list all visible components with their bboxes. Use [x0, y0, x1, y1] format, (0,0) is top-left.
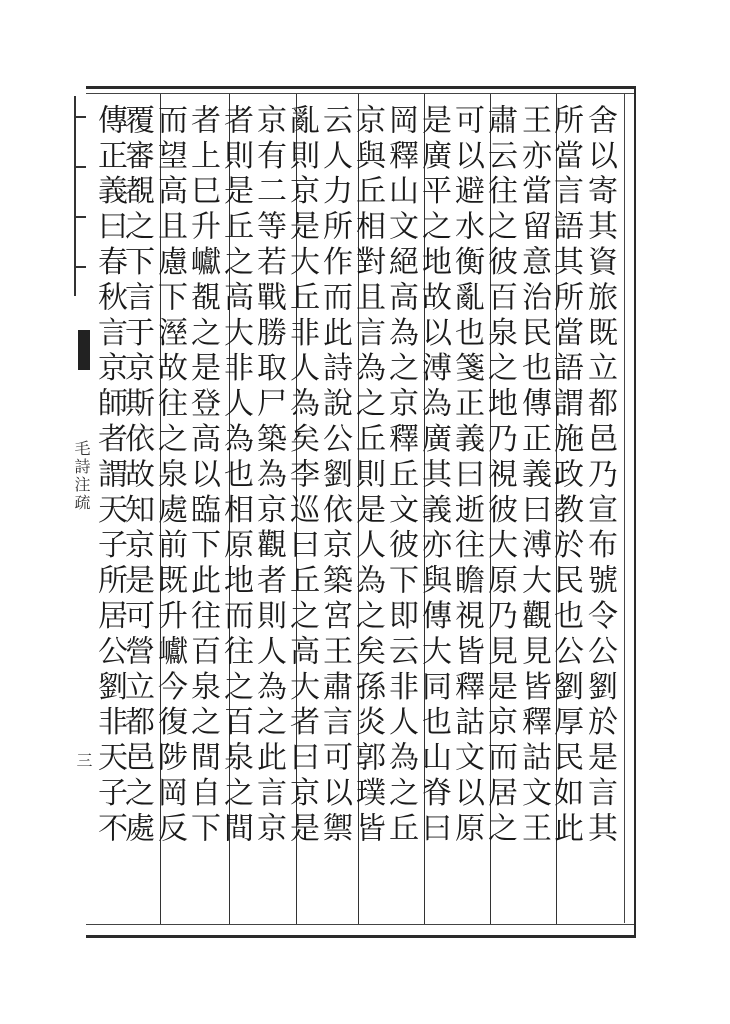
text-column: 而望高且慮下溼故往之泉處前既升巘今復陟岡反 [152, 104, 187, 848]
inner-bottom-rule [86, 924, 634, 925]
text-column: 云人力所作而此詩說公劉依京築宮王肅言可以禦 [317, 104, 352, 848]
text-column: 所當言語其所當語謂施政教於民也公劉厚民如此 [548, 104, 583, 848]
margin-book-title: 毛詩注疏 [72, 440, 91, 512]
margin-page-number: 三 [74, 752, 93, 768]
text-column: 肅云往之彼百泉之地乃視彼大原乃見是京而居之 [482, 104, 517, 848]
text-column: 京與丘相對且言為之丘則是人為之矣孫炎郭璞皆 [350, 104, 385, 848]
text-column: 可以避水衡亂也箋正義曰逝往瞻視皆釋詁文以原 [449, 104, 484, 848]
inner-top-rule [86, 93, 634, 94]
text-column: 亂則京是大丘非人為矣李巡曰丘之高大者曰京是 [284, 104, 319, 848]
text-column: 舍以寄其資旅既立都邑乃宣布號令公劉於是言其 [582, 104, 617, 848]
text-column: 京有二等若戰勝取尸築為京觀者則人為之此言京 [251, 104, 286, 848]
text-column: 傳正義曰春秋言京師者謂天子所居公劉非天子不 [92, 104, 127, 848]
text-column: 王亦當留意治民也傳正義曰溥大觀見皆釋詁文王 [516, 104, 551, 848]
outer-right-rule [624, 93, 625, 923]
text-column: 岡釋山文絕高為之京釋丘文彼下即云非人為之丘 [383, 104, 418, 848]
text-column: 者上巳升巘覩之是登高以臨下此往百泉之間自下 [185, 104, 220, 848]
text-column: 是廣平之地故以溥為廣其義亦與傳大同也山脊曰 [416, 104, 451, 848]
text-column: 覆審覩之下言于京斯依故知京是可營立都邑之處 [119, 104, 154, 848]
text-column: 者則是丘之高大非人為也相原地而往之百泉之間 [218, 104, 253, 848]
